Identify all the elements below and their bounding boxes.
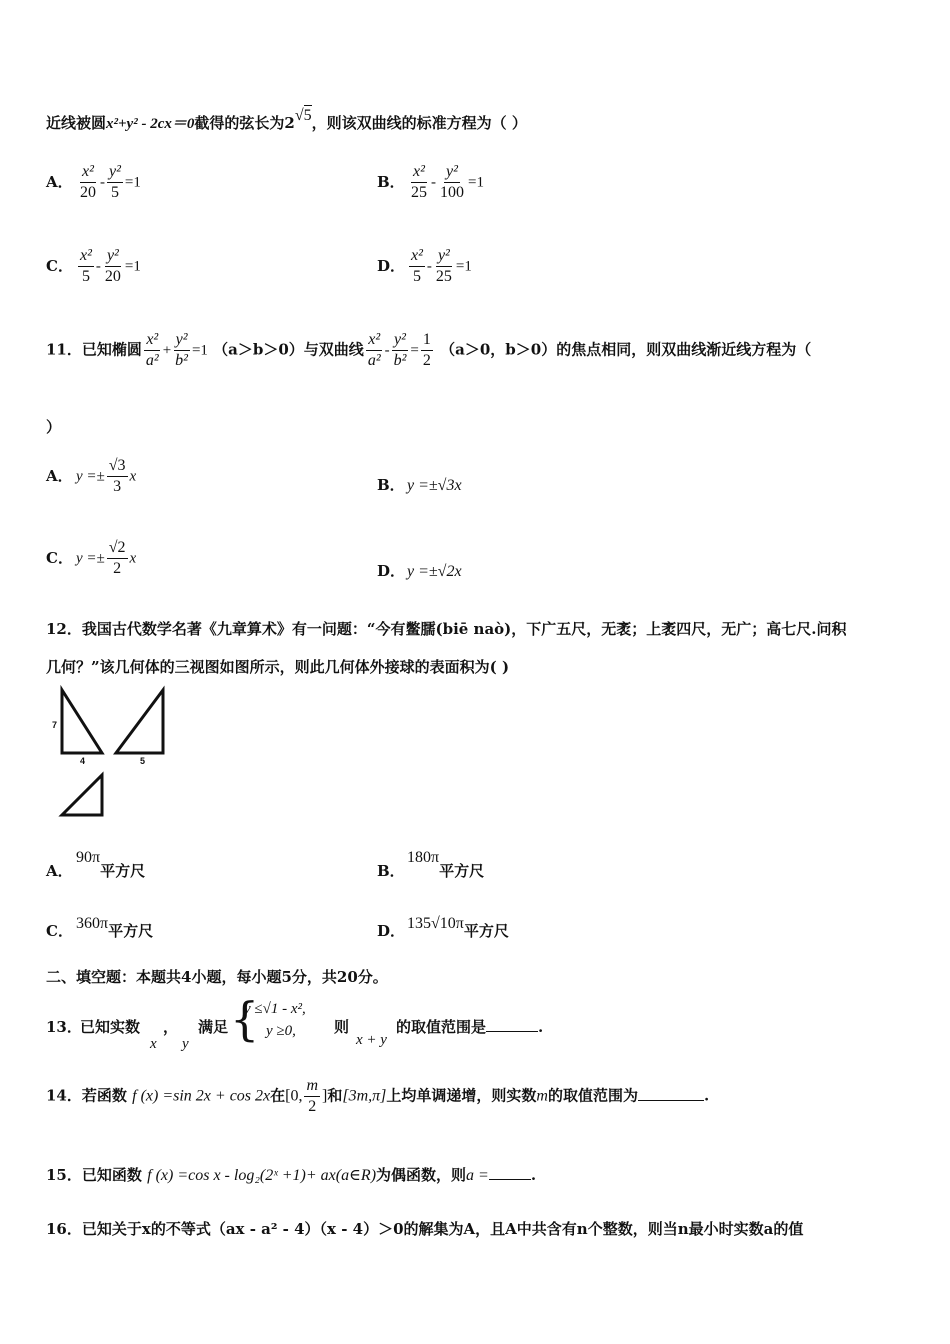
q11-cond2: （a＞0，b＞0）的焦点相同，则双曲线渐近线方程为（ <box>440 340 812 359</box>
q10-option-c[interactable]: C． $\frac{\text{x²}}{5}$ - $\frac{\text{y²}}{20}$ =1 <box>46 247 141 285</box>
three-view-figure <box>46 685 176 820</box>
q15-function: f (x) =cos x - log₂(2ˣ +1)+ ax(a∈R) <box>147 1167 377 1184</box>
q14: 14．若函数 f (x) =sin 2x + cos 2x在[0, $\frac{m}{2}$ ]和[3m,π]上均单调递增，则实数m的取值范围为 . <box>46 1077 710 1115</box>
q14-function: f (x) =sin 2x + cos 2x <box>132 1087 271 1105</box>
fig-label-base2: 5 <box>140 756 146 766</box>
q11-option-d[interactable]: D． y =±√2x <box>377 562 462 580</box>
q11-option-c[interactable]: C． y =± $\frac{√2}{2}$ x <box>46 539 137 577</box>
q10-suffix: ，则该双曲线的标准方程为（ ） <box>311 114 527 132</box>
q13-cond2: y ≥0, <box>266 1023 296 1039</box>
q15: 15．已知函数 f (x) =cos x - log₂(2ˣ +1)+ ax(a∈R)为偶函数，则a = . <box>46 1166 537 1184</box>
q11-option-a[interactable]: A． y =± $\frac{√3}{3}$ x <box>46 457 137 495</box>
fig-label-base1: 4 <box>80 756 86 766</box>
q12-option-b[interactable]: B．180π平方尺 <box>377 849 485 880</box>
q10-circle-eq: x²+y² - 2cx＝0 <box>106 116 195 132</box>
q10-option-b[interactable]: B． $\frac{\text{x²}}{25}$ - $\frac{\text{y²}}{100}$ =1 <box>377 163 484 201</box>
q10-stem: 近线被圆x²+y² - 2cx＝0截得的弦长为2√5，则该双曲线的标准方程为（ ） <box>46 107 527 132</box>
q10-option-d[interactable]: D． $\frac{\text{x²}}{5}$ - $\frac{\text{y²}}{25}$ =1 <box>377 247 472 285</box>
q12-line2: 几何？”该几何体的三视图如图所示，则此几何体外接球的表面积为( ) <box>46 658 510 676</box>
q12-option-d[interactable]: D． 135√10π平方尺 <box>377 915 509 940</box>
front-view-triangle <box>62 690 102 753</box>
side-view-triangle <box>116 690 163 753</box>
q13-expr: x + y <box>356 1032 387 1048</box>
q10-prefix: 近线被圆 <box>46 114 107 132</box>
q15-answer-blank[interactable] <box>489 1179 531 1180</box>
q10-sqrt: 5 <box>303 107 312 124</box>
fig-label-height: 7 <box>52 720 58 730</box>
q11-stem: 11．已知椭圆 $\frac{\text{x²}}{\text{a²}}$ + $\frac{\text{y²}}{\text{b²}}$ =1 （a＞b＞0）与双曲线 $\frac{\text{x²}}{\text{a²}}$ - $\frac{\text{y²}}{\text{b²}}$ = $\frac{1}{2}$ （a＞0，b＞0）的焦点相同，则双曲线渐近线方程为（ <box>46 331 812 369</box>
q13-answer-blank[interactable] <box>486 1031 538 1032</box>
q12-option-a[interactable]: A．90π平方尺 <box>46 849 146 880</box>
q16: 16．已知关于x的不等式（ax - a² - 4）（x - 4）＞0的解集为A，且A中共含有n个整数，则当n最小时实数a的值 <box>46 1220 804 1238</box>
top-view-triangle <box>62 775 102 815</box>
q13-var-x: x <box>150 1036 157 1052</box>
q13-var-y: y <box>182 1036 189 1052</box>
q11-cond1: （a＞b＞0）与双曲线 <box>213 340 364 359</box>
q14-answer-blank[interactable] <box>638 1100 704 1101</box>
q11-close: ） <box>46 418 62 436</box>
q14-interval2: [3m,π] <box>342 1087 387 1105</box>
q11-option-b[interactable]: B． y =±√3x <box>377 476 462 494</box>
q10-option-a[interactable]: A． $\frac{\text{x²}}{20}$ - $\frac{\text{y²}}{5}$ =1 <box>46 163 141 201</box>
q13-cond1: y ≤√1 - x², <box>244 1001 306 1017</box>
q12-line1: 12．我国古代数学名著《九章算术》有一问题：“今有鳖臑(biē naò)，下广五尺，无袤；上袤四尺，无广；高七尺.问积 <box>46 620 847 638</box>
section-2-heading: 二、填空题：本题共4小题，每小题5分，共20分。 <box>46 968 388 986</box>
q10-mid: 截得的弦长为2 <box>194 114 295 132</box>
q12-option-c[interactable]: C． 360π平方尺 <box>46 915 154 940</box>
